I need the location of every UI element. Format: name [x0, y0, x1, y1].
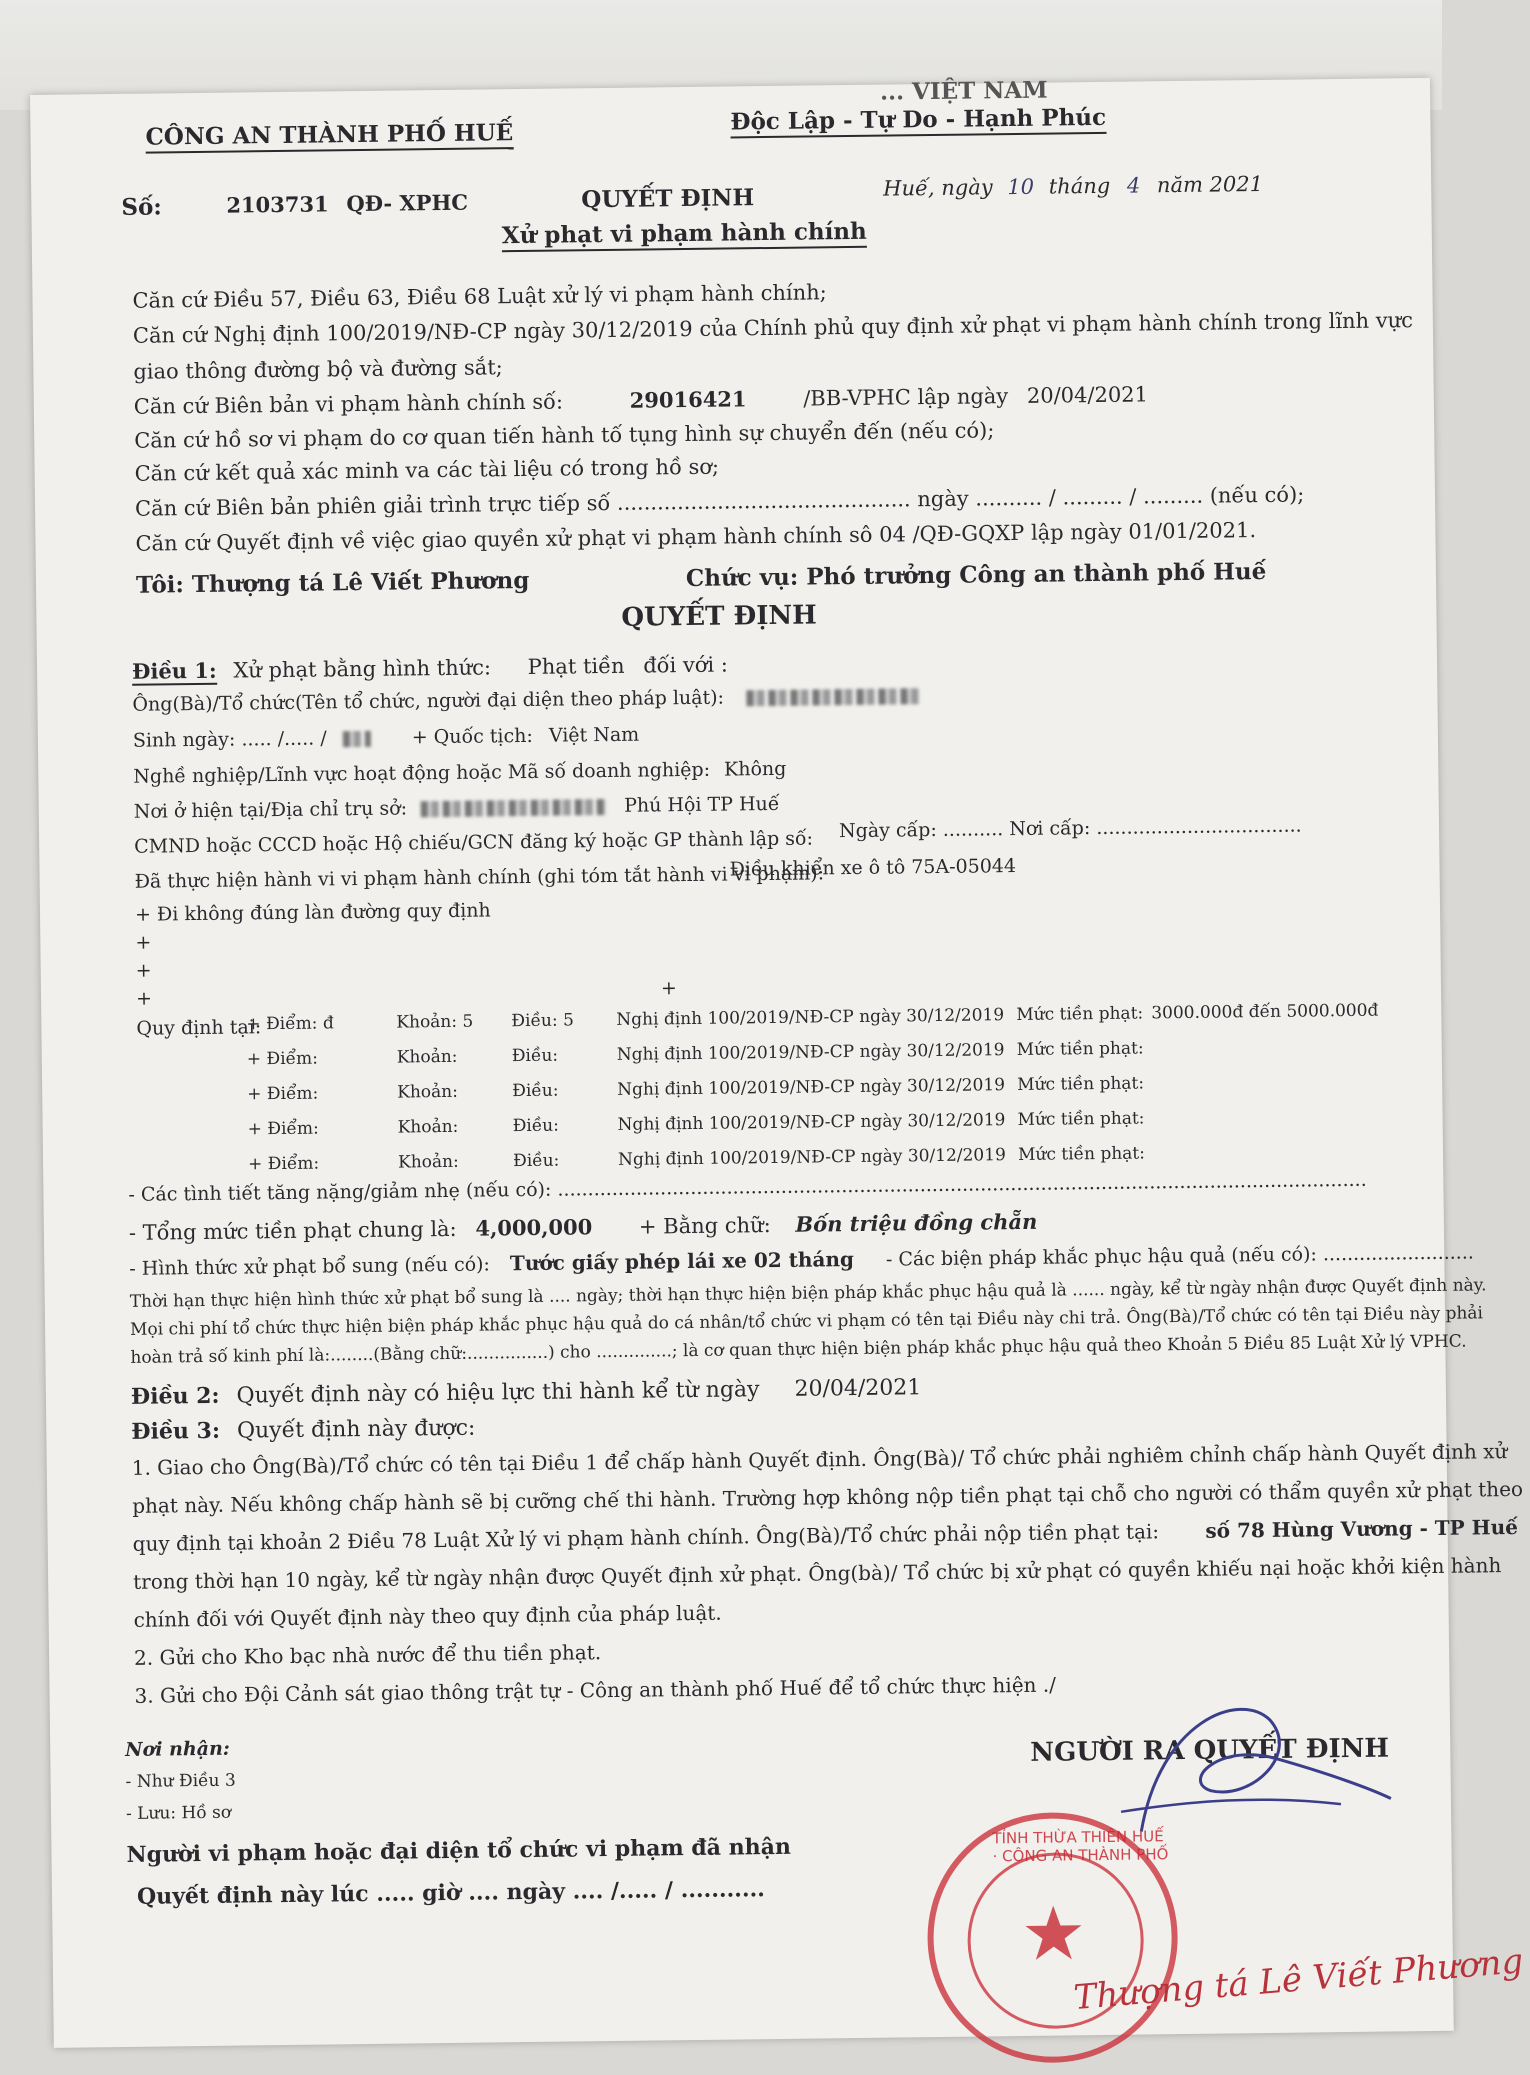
rule-muc: Mức tiền phạt: — [1017, 1073, 1145, 1096]
rule-khoan: Khoản: — [397, 1151, 459, 1173]
redacted-address — [421, 799, 606, 817]
total-fine-words: Bốn triệu đồng chẵn — [795, 1208, 1038, 1237]
star-icon — [1023, 1903, 1084, 1964]
doc-type: QUYẾT ĐỊNH — [581, 184, 755, 214]
rule-fine: 3000.000đ đến 5000.000đ — [1151, 1000, 1379, 1024]
rule-diem: + Điểm: — [247, 1118, 319, 1140]
country-name: ... VIỆT NAM — [879, 76, 1048, 106]
basis-line-3: Căn cứ Biên bản vi phạm hành chính số: 29016421 /BB-VPHC lập ngày 20/04/2021 — [133, 382, 1149, 419]
issue-line: Ngày cấp: .......... Nơi cấp: .................................. — [838, 814, 1302, 843]
rule-nd: Nghị định 100/2019/NĐ-CP ngày 30/12/2019 — [617, 1075, 1006, 1100]
officer-name: Tôi: Thượng tá Lê Viết Phương — [135, 566, 530, 599]
rule-diem: + Điểm: — [247, 1083, 319, 1105]
rule-nd: Nghị định 100/2019/NĐ-CP ngày 30/12/2019 — [617, 1110, 1006, 1135]
deadline-line-3: hoàn trả số kinh phí là:........(Bằng chữ:...............) cho ..............; là cơ quan thực hiện biện pháp khắc phục hậu quả theo Khoản 5 Điều 85 Luật Xử lý VPHC. — [130, 1331, 1467, 1368]
deadline-line-2: Mọi chi phí tổ chức thực hiện biện pháp khắc phục hậu quả do cá nhân/tổ chức vi phạm có tên tại Điều này chi trả. Ông(Bà)/Tổ chức có tên tại Điều này phải — [129, 1303, 1484, 1340]
vehicle-text: Điều khiển xe ô tô 75A-05044 — [729, 855, 1017, 881]
violator-name-line: Ông(Bà)/Tổ chức(Tên tổ chức, người đại diện theo pháp luật): — [132, 684, 921, 716]
effective-date: 20/04/2021 — [794, 1375, 922, 1402]
rule-khoan: Khoản: — [397, 1116, 459, 1138]
redacted-dob — [343, 731, 371, 747]
day-handwritten: 10 — [1007, 174, 1035, 200]
article-3-p2: 2. Gửi cho Kho bạc nhà nước để thu tiền phạt. — [133, 1640, 602, 1670]
total-fine-line: - Tổng mức tiền phạt chung là: 4,000,000 + Bằng chữ: Bốn triệu đồng chẵn — [128, 1208, 1038, 1245]
payment-place: số 78 Hùng Vương - TP Huế — [1205, 1514, 1519, 1543]
rule-nd: Nghị định 100/2019/NĐ-CP ngày 30/12/2019 — [616, 1005, 1005, 1030]
dob-line: Sinh ngày: ..... /..... / + Quốc tịch: Việt Nam — [132, 723, 640, 752]
signer-name: Thượng tá Lê Viết Phương — [1072, 1941, 1525, 2019]
year-label: năm 2021 — [1156, 171, 1264, 198]
extra-penalty-line: - Hình thức xử phạt bổ sung (nếu có): Tước giấy phép lái xe 02 tháng - Các biện pháp khắc phục hậu quả (nếu có): ......................... — [129, 1241, 1474, 1280]
rule-dieu: Điều: — [512, 1080, 559, 1102]
decision-number: 2103731 — [226, 191, 329, 218]
rule-khoan: Khoản: 5 — [396, 1011, 474, 1033]
total-fine: 4,000,000 — [475, 1214, 593, 1241]
seal-text: TỈNH THỪA THIÊN HUẾ · CÔNG AN THÀNH PHỐ — [992, 1827, 1169, 1866]
doc-subject: Xử phạt vi phạm hành chính — [502, 218, 867, 252]
extra-penalty: Tước giấy phép lái xe 02 tháng — [509, 1247, 855, 1276]
recipient-2: - Lưu: Hồ sơ — [125, 1802, 232, 1824]
violation-extra-plus: + — [660, 977, 678, 1000]
number-label: Số: — [121, 193, 162, 221]
penalty-form: Phạt tiền — [527, 653, 625, 679]
rule-dieu: Điều: — [511, 1045, 559, 1067]
rule-khoan: Khoản: — [397, 1081, 459, 1103]
violation-item: + — [135, 931, 152, 954]
address-line: Nơi ở hiện tại/Địa chỉ trụ sở: Phú Hội TP Huế — [133, 792, 780, 823]
month-label: tháng — [1048, 173, 1111, 199]
violation-item: + — [135, 959, 152, 982]
officer-position: Chức vụ: Phó trưởng Công an thành phố Huế — [685, 557, 1267, 593]
violation-item: + — [135, 987, 153, 1010]
circumstances-line: - Các tình tiết tăng nặng/giảm nhẹ (nếu có): ...................................................................................................................................... — [128, 1168, 1367, 1206]
redacted-name — [746, 688, 921, 706]
basis-line-6: Căn cứ Biên bản phiên giải trình trực tiếp số ............................................ ngày .......... / ......... / ......... (nếu có); — [134, 482, 1305, 521]
rule-muc: Mức tiền phạt: — [1016, 1038, 1144, 1061]
rule-dieu: Điều: — [512, 1115, 560, 1137]
rule-diem: + Điểm: — [247, 1153, 320, 1175]
official-seal — [926, 1811, 1179, 2064]
signer-title: NGƯỜI RA QUYẾT ĐỊNH — [1030, 1733, 1390, 1768]
recipients-label: Nơi nhận: — [125, 1737, 230, 1761]
article-3-p1c: quy định tại khoản 2 Điều 78 Luật Xử lý vi phạm hành chính. Ông(Bà)/Tổ chức phải nộp tiền phạt tại: số 78 Hùng Vương - TP Huế — [132, 1514, 1519, 1556]
rule-diem: + Điểm: đ — [246, 1013, 334, 1035]
month-handwritten: 4 — [1126, 173, 1141, 198]
rule-dieu: Điều: 5 — [511, 1010, 574, 1032]
decide-heading: QUYẾT ĐỊNH — [621, 600, 817, 633]
received-line-2: Quyết định này lúc ..... giờ .... ngày .... /..... / ........... — [136, 1876, 766, 1910]
rule-dieu: Điều: — [512, 1150, 560, 1172]
nationality: Việt Nam — [548, 723, 640, 747]
article-3-p1b: phạt này. Nếu không chấp hành sẽ bị cưỡng chế thi hành. Trường hợp không nộp tiền phạt tại chỗ cho người có thẩm quyền xử phạt theo — [132, 1476, 1524, 1518]
rules-label: Quy định tại: — [136, 1016, 262, 1040]
article-1-header: Điều 1: Xử phạt bằng hình thức: Phạt tiền đối với : — [131, 652, 729, 684]
motto: Độc Lập - Tự Do - Hạnh Phúc — [730, 104, 1106, 138]
received-line-1: Người vi phạm hoặc đại diện tổ chức vi phạm đã nhận — [126, 1833, 792, 1868]
signature — [1099, 1678, 1401, 1852]
rule-nd: Nghị định 100/2019/NĐ-CP ngày 30/12/2019 — [617, 1145, 1006, 1170]
report-date: 20/04/2021 — [1026, 382, 1149, 408]
article-2: Điều 2: Quyết định này có hiệu lực thi hành kể từ ngày 20/04/2021 — [130, 1375, 922, 1410]
rule-nd: Nghị định 100/2019/NĐ-CP ngày 30/12/2019 — [616, 1040, 1005, 1065]
basis-line-5: Căn cứ kết quả xác minh va các tài liệu có trong hồ sơ; — [134, 454, 720, 486]
rule-muc: Mức tiền phạt: — [1016, 1003, 1144, 1026]
article-3-p3: 3. Gửi cho Đội Cảnh sát giao thông trật tự - Công an thành phố Huế để tổ chức thực hiện ./ — [134, 1672, 1057, 1708]
violation-item: + Đi không đúng làn đường quy định — [134, 899, 491, 926]
rule-khoan: Khoản: — [396, 1046, 458, 1068]
document-page — [30, 76, 1525, 2048]
place-date-prefix: Huế, ngày — [883, 175, 993, 201]
decision-number-suffix: QĐ- XPHC — [346, 189, 469, 217]
id-line: CMND hoặc CCCD hoặc Hộ chiếu/GCN đăng ký hoặc GP thành lập số: — [134, 827, 814, 858]
article-3-p1a: 1. Giao cho Ông(Bà)/Tổ chức có tên tại Điều 1 để chấp hành Quyết định. Ông(Bà)/ Tổ chức phải nghiêm chỉnh chấp hành Quyết định xử — [131, 1439, 1508, 1480]
basis-line-2a: Căn cứ Nghị định 100/2019/NĐ-CP ngày 30/12/2019 của Chính phủ quy định xử phạt vi phạm hành chính trong lĩnh vực — [132, 308, 1414, 348]
basis-line-7: Căn cứ Quyết định về việc giao quyền xử phạt vi phạm hành chính sô 04 /QĐ-GQXP lập ngày 01/01/2021. — [135, 518, 1257, 556]
agency-name: CÔNG AN THÀNH PHỐ HUẾ — [145, 119, 513, 153]
rule-muc: Mức tiền phạt: — [1017, 1108, 1145, 1131]
basis-line-4: Căn cứ hồ sơ vi phạm do cơ quan tiến hành tố tụng hình sự chuyển đến (nếu có); — [134, 418, 995, 453]
recipient-1: - Như Điều 3 — [125, 1770, 236, 1792]
violation-label: Đã thực hiện hành vi vi phạm hành chính (ghi tóm tắt hành vi vi phạm): — [134, 862, 825, 893]
article-3-p1d: trong thời hạn 10 ngày, kể từ ngày nhận được Quyết định xử phạt. Ông(bà)/ Tổ chức bị xử phạt có quyền khiếu nại hoặc khởi kiện hành — [133, 1553, 1502, 1594]
rule-muc: Mức tiền phạt: — [1017, 1143, 1146, 1166]
report-number: 29016421 — [629, 386, 747, 413]
job-line: Nghề nghiệp/Lĩnh vực hoạt động hoặc Mã số doanh nghiệp: Không — [133, 757, 787, 788]
basis-line-2b: giao thông đường bộ và đường sắt; — [133, 355, 503, 384]
article-3-p1e: chính đối với Quyết định này theo quy định của pháp luật. — [133, 1600, 722, 1632]
article-3-header: Điều 3: Quyết định này được: — [131, 1415, 476, 1445]
rule-diem: + Điểm: — [246, 1048, 319, 1070]
deadline-line-1: Thời hạn thực hiện hình thức xử phạt bổ sung là .... ngày; thời hạn thực hiện biện pháp khắc phục hậu quả là ...... ngày, kể từ ngày nhận được Quyết định này. — [129, 1275, 1487, 1312]
basis-line-1: Căn cứ Điều 57, Điều 63, Điều 68 Luật xử lý vi phạm hành chính; — [132, 280, 827, 313]
